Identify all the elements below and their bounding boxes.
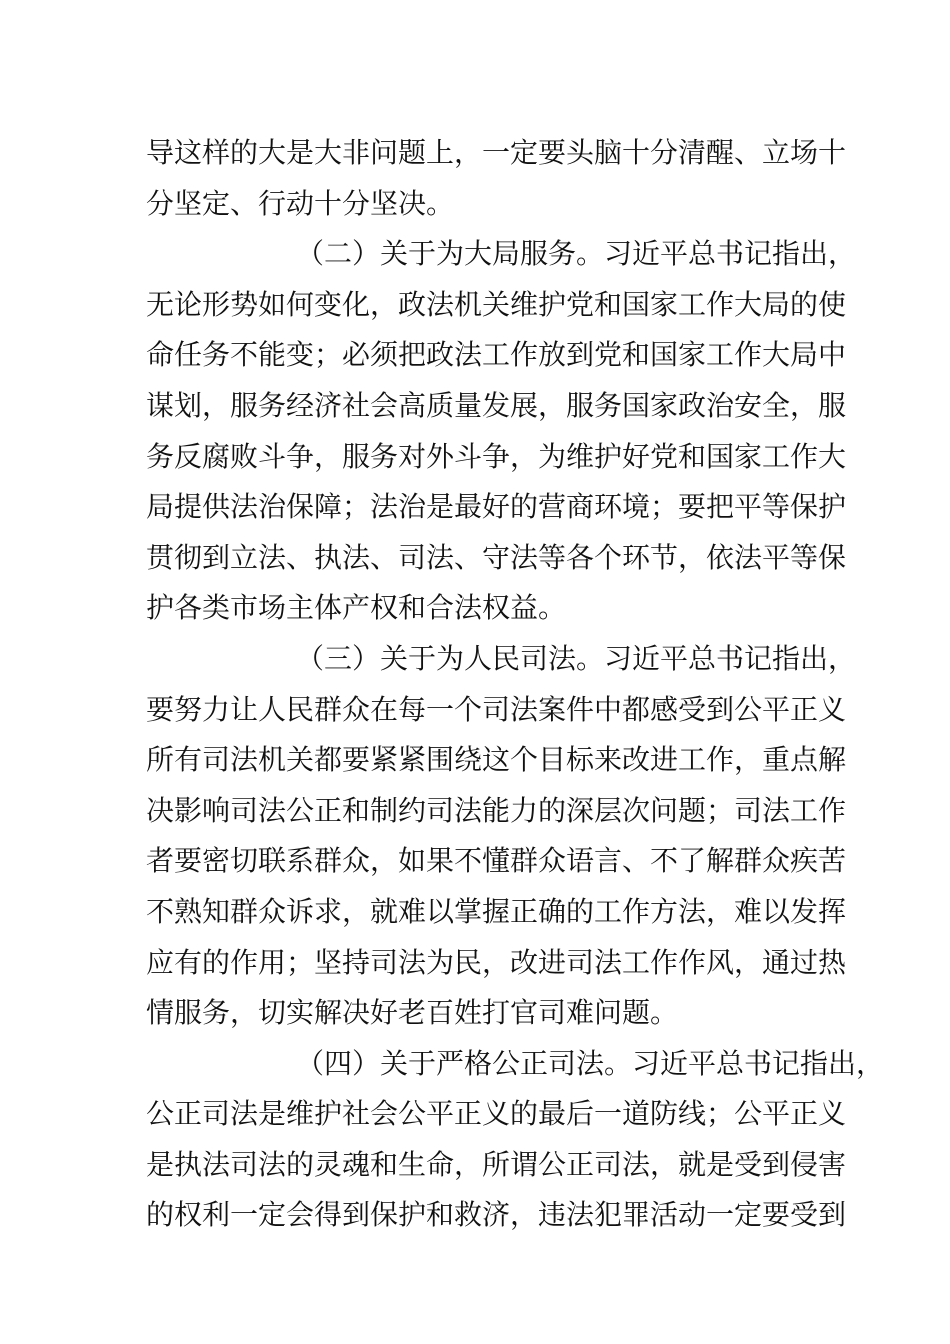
- paragraph-heading-line: （三）关于为人民司法。习近平总书记指出，: [296, 641, 857, 675]
- text-line: 决影响司法公正和制约司法能力的深层次问题；司法工作: [146, 793, 847, 827]
- text-line: 公正司法是维护社会公平正义的最后一道防线；公平正义: [146, 1097, 847, 1131]
- paragraph-heading-line: （四）关于严格公正司法。习近平总书记指出，: [296, 1046, 885, 1080]
- text-line: 导这样的大是大非问题上，一定要头脑十分清醒、立场十: [146, 136, 847, 169]
- text-line: 命任务不能变；必须把政法工作放到党和国家工作大局中: [146, 338, 847, 372]
- document-body: [146, 128, 885, 1241]
- text-line: 护各类市场主体产权和合法权益。: [146, 591, 567, 625]
- paragraph-heading-line: （二）关于为大局服务。习近平总书记指出，: [296, 237, 857, 271]
- text-line: 者要密切联系群众，如果不懂群众语言、不了解群众疾苦: [146, 844, 847, 878]
- text-line: 的权利一定会得到保护和救济，违法犯罪活动一定要受到: [146, 1198, 847, 1232]
- text-line: 贯彻到立法、执法、司法、守法等各个环节，依法平等保: [146, 540, 847, 574]
- text-line: 是执法司法的灵魂和生命，所谓公正司法，就是受到侵害: [146, 1147, 847, 1181]
- text-line: 情服务，切实解决好老百姓打官司难问题。: [146, 996, 679, 1030]
- text-line: 应有的作用；坚持司法为民，改进司法工作作风，通过热: [146, 945, 847, 979]
- text-line: 局提供法治保障；法治是最好的营商环境；要把平等保护: [146, 490, 847, 524]
- text-line: 分坚定、行动十分坚决。: [146, 186, 455, 220]
- text-line: 务反腐败斗争，服务对外斗争，为维护好党和国家工作大: [146, 439, 847, 473]
- text-line: 不熟知群众诉求，就难以掌握正确的工作方法，难以发挥: [146, 894, 847, 928]
- text-line: 无论形势如何变化，政法机关维护党和国家工作大局的使: [146, 287, 847, 321]
- text-line: 所有司法机关都要紧紧围绕这个目标来改进工作，重点解: [146, 743, 847, 777]
- text-line: 要努力让人民群众在每一个司法案件中都感受到公平正义: [146, 692, 847, 726]
- text-line: 谋划，服务经济社会高质量发展，服务国家政治安全，服: [146, 388, 847, 422]
